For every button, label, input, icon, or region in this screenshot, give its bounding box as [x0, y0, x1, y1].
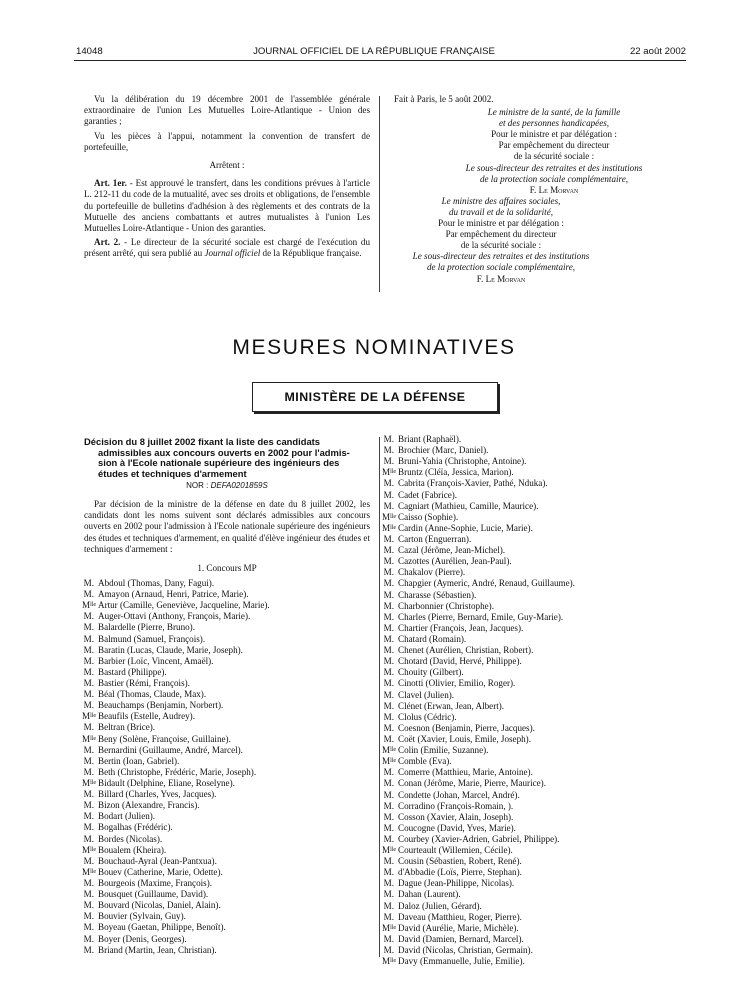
page-number: 14048	[76, 46, 103, 57]
candidate-row	[382, 467, 682, 478]
candidate-row	[82, 945, 372, 956]
candidate-title: M.	[383, 722, 394, 733]
candidate-name: Coët (Xavier, Louis, Emile, Joseph).	[398, 733, 531, 744]
candidate-title: M.	[83, 666, 94, 677]
candidate-title: M.	[383, 434, 394, 444]
candidate-title: M.	[383, 700, 394, 711]
candidate-row	[82, 778, 372, 789]
candidate-title: $M^{lle}$	[82, 777, 97, 788]
candidate-title: M.	[83, 689, 94, 700]
candidate-title: M.	[383, 778, 394, 789]
candidate-row	[382, 823, 682, 834]
candidate-title: $M^{lle}$	[382, 745, 397, 756]
candidate-title: $M^{lle}$	[382, 922, 397, 933]
candidate-row	[382, 534, 682, 545]
candidate-row	[382, 834, 682, 845]
candidate-name: Cagniart (Mathieu, Camille, Maurice).	[398, 500, 539, 511]
candidate-name: Coesnon (Benjamin, Pierre, Jacques).	[398, 722, 535, 733]
candidate-row	[382, 923, 682, 934]
candidate-title: M.	[83, 911, 94, 922]
candidate-row	[82, 622, 372, 633]
decree-text	[84, 94, 370, 263]
candidate-title: $M^{lle}$	[382, 756, 397, 767]
candidate-name: Charles (Pierre, Bernard, Emile, Guy-Marie).	[398, 611, 564, 622]
candidate-row	[82, 922, 372, 933]
candidate-name: Davy (Emmanuelle, Julie, Emilie).	[398, 956, 525, 967]
candidate-row	[382, 901, 682, 912]
candidate-row	[82, 589, 372, 600]
candidate-title: M.	[383, 878, 394, 889]
candidate-name: Colin (Emilie, Suzanne).	[398, 745, 489, 756]
candidate-name: Daloz (Julien, Gérard).	[398, 900, 482, 911]
candidate-row	[82, 734, 372, 745]
candidate-name: Bousquet (Guillaume, David).	[98, 889, 209, 900]
journal-officiel-ref: Journal officiel	[204, 248, 261, 259]
candidate-row	[82, 811, 372, 822]
candidate-row	[382, 912, 682, 923]
candidate-name: Chapgier (Aymeric, André, Renaud, Guillaume).	[398, 578, 575, 589]
candidate-title: M.	[83, 677, 94, 688]
decision-title: Décision du 8 juillet 2002 fixant la liste des candidats admissibles aux concours ouverts en 2002 pour l'admis- sion à l'Ecole nationale supérieure des ingénieurs des études et techniques d'armement	[84, 436, 350, 479]
candidate-name: Cardin (Anne-Sophie, Lucie, Marie).	[398, 522, 533, 533]
candidate-name: Barbier (Loïc, Vincent, Amaël).	[98, 655, 214, 666]
candidate-row	[382, 478, 682, 489]
article-2	[84, 237, 370, 259]
candidate-name: Dague (Jean-Philippe, Nicolas).	[398, 878, 515, 889]
candidate-row	[82, 800, 372, 811]
candidate-name: Auger-Ottavi (Anthony, François, Marie).	[98, 611, 251, 622]
candidate-row	[382, 623, 682, 634]
candidate-title: M.	[83, 877, 94, 888]
candidate-name: Beauchamps (Benjamin, Norbert).	[98, 700, 224, 711]
candidate-name: Balmund (Samuel, François).	[98, 633, 206, 644]
candidate-title: M.	[383, 589, 394, 600]
candidate-name: Chakalov (Pierre).	[398, 567, 466, 578]
candidate-name: Bouvard (Nicolas, Daniel, Alain).	[98, 900, 221, 911]
candidate-title: M.	[383, 789, 394, 800]
candidate-title: M.	[83, 800, 94, 811]
candidate-row	[82, 578, 372, 589]
candidate-title: M.	[383, 933, 394, 944]
candidate-row	[382, 745, 682, 756]
journal-title: JOURNAL OFFICIEL DE LA RÉPUBLIQUE FRANÇAISE	[253, 46, 495, 57]
candidate-name: Caisso (Sophie).	[398, 511, 459, 522]
candidate-title: M.	[383, 478, 394, 489]
candidate-name: Chartier (François, Jean, Jacques).	[398, 622, 524, 633]
candidate-name: Cabrita (François-Xavier, Pathé, Nduka).	[398, 478, 548, 489]
candidate-name: Conan (Jérôme, Marie, Pierre, Maurice).	[398, 778, 546, 789]
candidate-row	[382, 878, 682, 889]
candidate-row	[82, 878, 372, 889]
candidate-row	[82, 822, 372, 833]
candidate-row	[82, 689, 372, 700]
candidate-title: $M^{lle}$	[82, 711, 97, 722]
candidate-row	[82, 678, 372, 689]
candidate-name: Cadet (Fabrice).	[398, 489, 458, 500]
sig2-minister: Le ministre des affaires sociales, du travail et de la solidarité, Pour le ministre et par délégation : Par empêchement du directeur de la sécurité sociale : Le sous-directeur des retraites et des institutions de la protection sociale complémentaire, F. Le Morvan	[386, 196, 676, 285]
candidate-row	[382, 778, 682, 789]
candidate-name: Boyer (Denis, Georges).	[98, 933, 187, 944]
candidate-title: $M^{lle}$	[82, 866, 97, 877]
candidate-title: M.	[83, 589, 94, 600]
candidate-name: Beltran (Brice).	[98, 722, 156, 733]
candidate-name: David (Damien, Bernard, Marcel).	[398, 933, 524, 944]
considerant-1: Vu la délibération du 19 décembre 2001 de l'assemblée générale extraordinaire de l'union Les Mutuelles Loire-Atlantique - Union des garanties ;	[84, 94, 370, 127]
candidate-name: Bastier (Rémi, François).	[98, 677, 190, 688]
candidate-name: Bernardini (Guillaume, André, Marcel).	[98, 744, 243, 755]
nor-reference: NOR : DEFA0201859S	[186, 481, 268, 490]
candidate-title: M.	[83, 822, 94, 833]
candidate-name: Comerre (Matthieu, Marie, Antoine).	[398, 767, 533, 778]
candidate-title: M.	[383, 889, 394, 900]
candidate-row	[382, 645, 682, 656]
candidate-title: $M^{lle}$	[82, 733, 97, 744]
candidate-title: M.	[83, 644, 94, 655]
column-divider-top	[379, 96, 380, 292]
article-2-text-b: de la République française.	[260, 248, 362, 259]
candidate-name: Clolus (Cédric).	[398, 711, 457, 722]
candidate-row	[382, 456, 682, 467]
candidate-title: M.	[83, 922, 94, 933]
candidate-title: M.	[83, 622, 94, 633]
candidate-name: Bourgeois (Maxime, François).	[98, 877, 212, 888]
candidate-name: d'Abbadie (Loïs, Pierre, Stephan).	[398, 867, 522, 878]
candidate-row	[82, 767, 372, 778]
candidate-name: Daveau (Matthieu, Roger, Pierre).	[398, 911, 522, 922]
signature-block	[386, 94, 676, 285]
candidate-name: Corradino (François-Romain, ).	[398, 800, 514, 811]
candidate-title: M.	[83, 744, 94, 755]
candidate-name: Courbey (Xavier-Adrien, Gabriel, Philippe).	[398, 833, 560, 844]
ministry-box: MINISTÈRE DE LA DÉFENSE	[252, 382, 498, 412]
candidates-list-right	[382, 434, 682, 967]
candidate-title: M.	[383, 600, 394, 611]
candidate-name: Chotard (David, Hervé, Philippe).	[398, 656, 522, 667]
candidate-row	[82, 911, 372, 922]
candidate-name: Balardelle (Pierre, Bruno).	[98, 622, 195, 633]
candidate-row	[82, 900, 372, 911]
candidate-name: Brochier (Marc, Daniel).	[398, 445, 489, 456]
candidate-row	[82, 789, 372, 800]
candidate-row	[382, 434, 682, 445]
candidate-title: M.	[383, 556, 394, 567]
candidate-row	[82, 845, 372, 856]
candidate-title: M.	[83, 700, 94, 711]
candidate-row	[382, 690, 682, 701]
candidate-row	[382, 612, 682, 623]
candidate-name: Charasse (Sébastien).	[398, 589, 477, 600]
candidate-title: M.	[83, 722, 94, 733]
candidate-name: Abdoul (Thomas, Dany, Fagui).	[98, 578, 215, 588]
candidate-name: Baratin (Lucas, Claude, Marie, Joseph).	[98, 644, 243, 655]
candidate-title: M.	[83, 889, 94, 900]
candidate-name: Briand (Martin, Jean, Christian).	[98, 944, 217, 955]
candidate-name: Bouev (Catherine, Marie, Odette).	[98, 866, 223, 877]
candidate-title: M.	[383, 456, 394, 467]
candidate-name: Chenet (Aurélien, Christian, Robert).	[398, 645, 534, 656]
candidate-row	[382, 790, 682, 801]
candidate-name: Charbonnier (Christophe).	[398, 600, 494, 611]
candidate-name: Chatard (Romain).	[398, 633, 467, 644]
candidate-title: M.	[383, 711, 394, 722]
candidate-row	[382, 656, 682, 667]
candidate-row	[82, 711, 372, 722]
candidate-row	[82, 600, 372, 611]
candidate-name: Bizon (Alexandre, Francis).	[98, 800, 200, 811]
candidate-name: Cousin (Sébastien, Robert, René).	[398, 856, 522, 867]
candidate-row	[382, 590, 682, 601]
candidate-name: Beaufils (Estelle, Audrey).	[98, 711, 195, 722]
candidate-title: M.	[83, 833, 94, 844]
candidate-row	[382, 845, 682, 856]
candidate-title: M.	[83, 855, 94, 866]
candidate-name: Bordes (Nicolas).	[98, 833, 163, 844]
candidate-row	[382, 723, 682, 734]
candidate-name: Briant (Raphaël).	[398, 434, 462, 444]
candidate-name: Clénet (Erwan, Jean, Albert).	[398, 700, 505, 711]
candidate-title: M.	[83, 633, 94, 644]
candidate-title: M.	[383, 945, 394, 956]
candidate-row	[382, 445, 682, 456]
candidate-name: Clavel (Julien).	[398, 689, 455, 700]
candidate-title: $M^{lle}$	[382, 956, 397, 967]
candidate-title: M.	[383, 911, 394, 922]
candidate-name: Amayon (Arnaud, Henri, Patrice, Marie).	[98, 589, 249, 600]
candidate-title: M.	[383, 833, 394, 844]
candidate-title: M.	[383, 445, 394, 456]
candidate-row	[82, 834, 372, 845]
candidate-title: $M^{lle}$	[82, 600, 97, 611]
candidate-title: M.	[83, 655, 94, 666]
candidate-title: M.	[383, 822, 394, 833]
candidate-row	[382, 734, 682, 745]
candidate-row	[382, 867, 682, 878]
candidate-row	[382, 889, 682, 900]
candidate-title: $M^{lle}$	[382, 467, 397, 478]
candidate-row	[82, 934, 372, 945]
sig2-name: F. Le Morvan	[476, 273, 526, 284]
candidate-name: Carton (Enguerran).	[398, 533, 472, 544]
candidate-row	[382, 601, 682, 612]
candidate-name: Artur (Camille, Geneviève, Jacqueline, Marie).	[98, 600, 270, 611]
candidate-row	[382, 767, 682, 778]
article-1	[84, 178, 370, 234]
candidate-name: Coucogne (David, Yves, Marie).	[398, 822, 516, 833]
candidate-name: Courteault (Willemien, Cécile).	[398, 845, 513, 856]
candidate-title: M.	[83, 811, 94, 822]
issue-date: 22 août 2002	[629, 46, 686, 57]
column-divider-bottom	[379, 437, 380, 957]
candidate-row	[382, 856, 682, 867]
candidate-name: Bruni-Yahia (Christophe, Antoine).	[398, 456, 527, 467]
concours-heading: 1. Concours MP	[197, 563, 257, 573]
candidate-row	[382, 556, 682, 567]
candidate-title: M.	[383, 622, 394, 633]
candidate-row	[382, 523, 682, 534]
sig1-name: F. Le Morvan	[529, 184, 579, 195]
candidate-title: M.	[383, 867, 394, 878]
candidate-title: M.	[383, 678, 394, 689]
candidate-name: David (Nicolas, Christian, Germain).	[398, 945, 533, 956]
article-2-label: Art. 2.	[94, 237, 121, 248]
candidate-name: Cazottes (Aurélien, Jean-Paul).	[398, 556, 512, 567]
candidate-title: M.	[83, 789, 94, 800]
candidate-name: Bastard (Philippe).	[98, 666, 167, 677]
candidate-row	[382, 667, 682, 678]
candidate-row	[382, 934, 682, 945]
candidate-title: M.	[383, 533, 394, 544]
candidate-title: M.	[83, 611, 94, 622]
candidate-row	[82, 856, 372, 867]
candidate-name: Béal (Thomas, Claude, Max).	[98, 689, 207, 700]
candidate-name: Bogalhas (Frédéric).	[98, 822, 173, 833]
candidate-row	[382, 634, 682, 645]
candidate-name: Bouchaud-Ayral (Jean-Pantxua).	[98, 855, 217, 866]
candidate-row	[382, 801, 682, 812]
header-rule	[74, 60, 686, 61]
candidate-name: Cinotti (Olivier, Emilio, Roger).	[398, 678, 516, 689]
candidate-row	[382, 490, 682, 501]
candidate-title: M.	[83, 578, 94, 588]
candidate-row	[382, 578, 682, 589]
candidate-title: $M^{lle}$	[82, 844, 97, 855]
candidate-name: Bertin (Ioan, Gabriel).	[98, 755, 180, 766]
candidate-row	[82, 889, 372, 900]
candidate-title: M.	[383, 611, 394, 622]
article-2-text-a: - Le directeur de la sécurité sociale est chargé de l'exécution du présent arrêté, qui sera publié au	[84, 237, 371, 259]
candidate-title: M.	[383, 633, 394, 644]
candidate-row	[82, 745, 372, 756]
candidate-name: Condette (Johan, Marcel, André).	[398, 789, 520, 800]
candidate-row	[382, 701, 682, 712]
considerant-2: Vu les pièces à l'appui, notamment la convention de transfert de portefeuille,	[84, 130, 370, 152]
arretent-label: Arrêtent :	[209, 160, 245, 171]
candidate-row	[382, 956, 682, 967]
candidate-title: M.	[83, 755, 94, 766]
candidate-row	[382, 512, 682, 523]
candidate-title: M.	[383, 567, 394, 578]
candidate-row	[82, 667, 372, 678]
candidate-row	[382, 812, 682, 823]
candidate-row	[82, 611, 372, 622]
candidate-row	[82, 867, 372, 878]
candidate-title: M.	[83, 900, 94, 911]
fait-a-paris: Fait à Paris, le 5 août 2002.	[394, 94, 494, 104]
candidate-name: David (Aurélie, Marie, Michèle).	[398, 922, 519, 933]
section-title: MESURES NOMINATIVES	[232, 336, 516, 359]
candidate-title: M.	[83, 933, 94, 944]
candidate-row	[382, 501, 682, 512]
candidate-name: Comble (Eva).	[398, 756, 452, 767]
candidate-name: Boyeau (Gaetan, Philippe, Benoît).	[98, 922, 226, 933]
candidate-title: M.	[83, 766, 94, 777]
candidate-name: Cazal (Jérôme, Jean-Michel).	[398, 545, 506, 556]
candidate-title: M.	[383, 811, 394, 822]
candidate-title: M.	[83, 944, 94, 955]
candidate-name: Bouvier (Sylvain, Guy).	[98, 911, 186, 922]
candidate-row	[382, 945, 682, 956]
candidate-name: Boualem (Kheira).	[98, 844, 167, 855]
candidate-title: M.	[383, 500, 394, 511]
candidate-row	[82, 722, 372, 733]
candidate-title: M.	[383, 733, 394, 744]
candidate-row	[82, 700, 372, 711]
candidate-title: M.	[383, 689, 394, 700]
candidate-name: Bruntz (Cléïa, Jessica, Marion).	[398, 467, 514, 478]
candidate-name: Bidault (Delphine, Eliane, Roselyne).	[98, 777, 235, 788]
candidate-title: M.	[383, 545, 394, 556]
candidate-name: Billard (Charles, Yves, Jacques).	[98, 789, 217, 800]
candidate-row	[82, 656, 372, 667]
candidate-row	[382, 756, 682, 767]
candidate-name: Cosson (Xavier, Alain, Joseph).	[398, 811, 514, 822]
candidate-row	[382, 545, 682, 556]
candidate-title: M.	[383, 800, 394, 811]
candidate-row	[82, 756, 372, 767]
candidate-row	[382, 678, 682, 689]
candidate-title: $M^{lle}$	[382, 845, 397, 856]
candidate-name: Beth (Christophe, Frédéric, Marie, Joseph).	[98, 766, 257, 777]
article-1-label: Art. 1er.	[94, 178, 127, 189]
candidate-title: M.	[383, 856, 394, 867]
candidate-title: M.	[383, 645, 394, 656]
candidate-title: $M^{lle}$	[382, 522, 397, 533]
candidate-title: M.	[383, 656, 394, 667]
candidate-row	[82, 645, 372, 656]
candidate-name: Beny (Solène, Françoise, Guillaine).	[98, 733, 231, 744]
candidate-title: M.	[383, 767, 394, 778]
article-1-text: - Est approuvé le transfert, dans les conditions prévues à l'article L. 212-11 du code de la mutualité, avec ses droits et obligations, de l'ensemble du portefeuille de bulletins d'adhésion à des règlements et des contrats de la Mutuelle des anciens combattants et autres mutualistes à l'union Les Mutuelles Loire-Atlantique - Union des garanties.	[84, 178, 370, 234]
candidate-title: M.	[383, 578, 394, 589]
candidate-name: Chouity (Gilbert).	[398, 667, 464, 678]
decision-paragraph: Par décision de la ministre de la défense en date du 8 juillet 2002, les candidats dont les noms suivent sont déclarés admissibles aux concours ouverts en 2002 pour l'admission à l'Ecole nationale supérieure des ingénieurs des études et techniques d'armement, en qualité d'élève ingénieur des études et techniques d'armement :	[84, 499, 370, 554]
candidate-title: M.	[383, 489, 394, 500]
sig1-minister: Le ministre de la santé, de la famille et des personnes handicapées, Pour le ministre et par délégation : Par empêchement du directeur de la sécurité sociale : Le sous-directeur des retraites et des institutions de la protection sociale complémentaire, F. Le Morvan	[386, 107, 676, 196]
candidate-row	[382, 567, 682, 578]
candidate-title: $M^{lle}$	[382, 511, 397, 522]
candidate-name: Dahan (Laurent).	[398, 889, 461, 900]
candidate-name: Bodart (Julien).	[98, 811, 156, 822]
candidates-list-left	[82, 578, 372, 956]
candidate-row	[382, 712, 682, 723]
candidate-title: M.	[383, 900, 394, 911]
candidate-row	[82, 634, 372, 645]
candidate-title: M.	[383, 667, 394, 678]
